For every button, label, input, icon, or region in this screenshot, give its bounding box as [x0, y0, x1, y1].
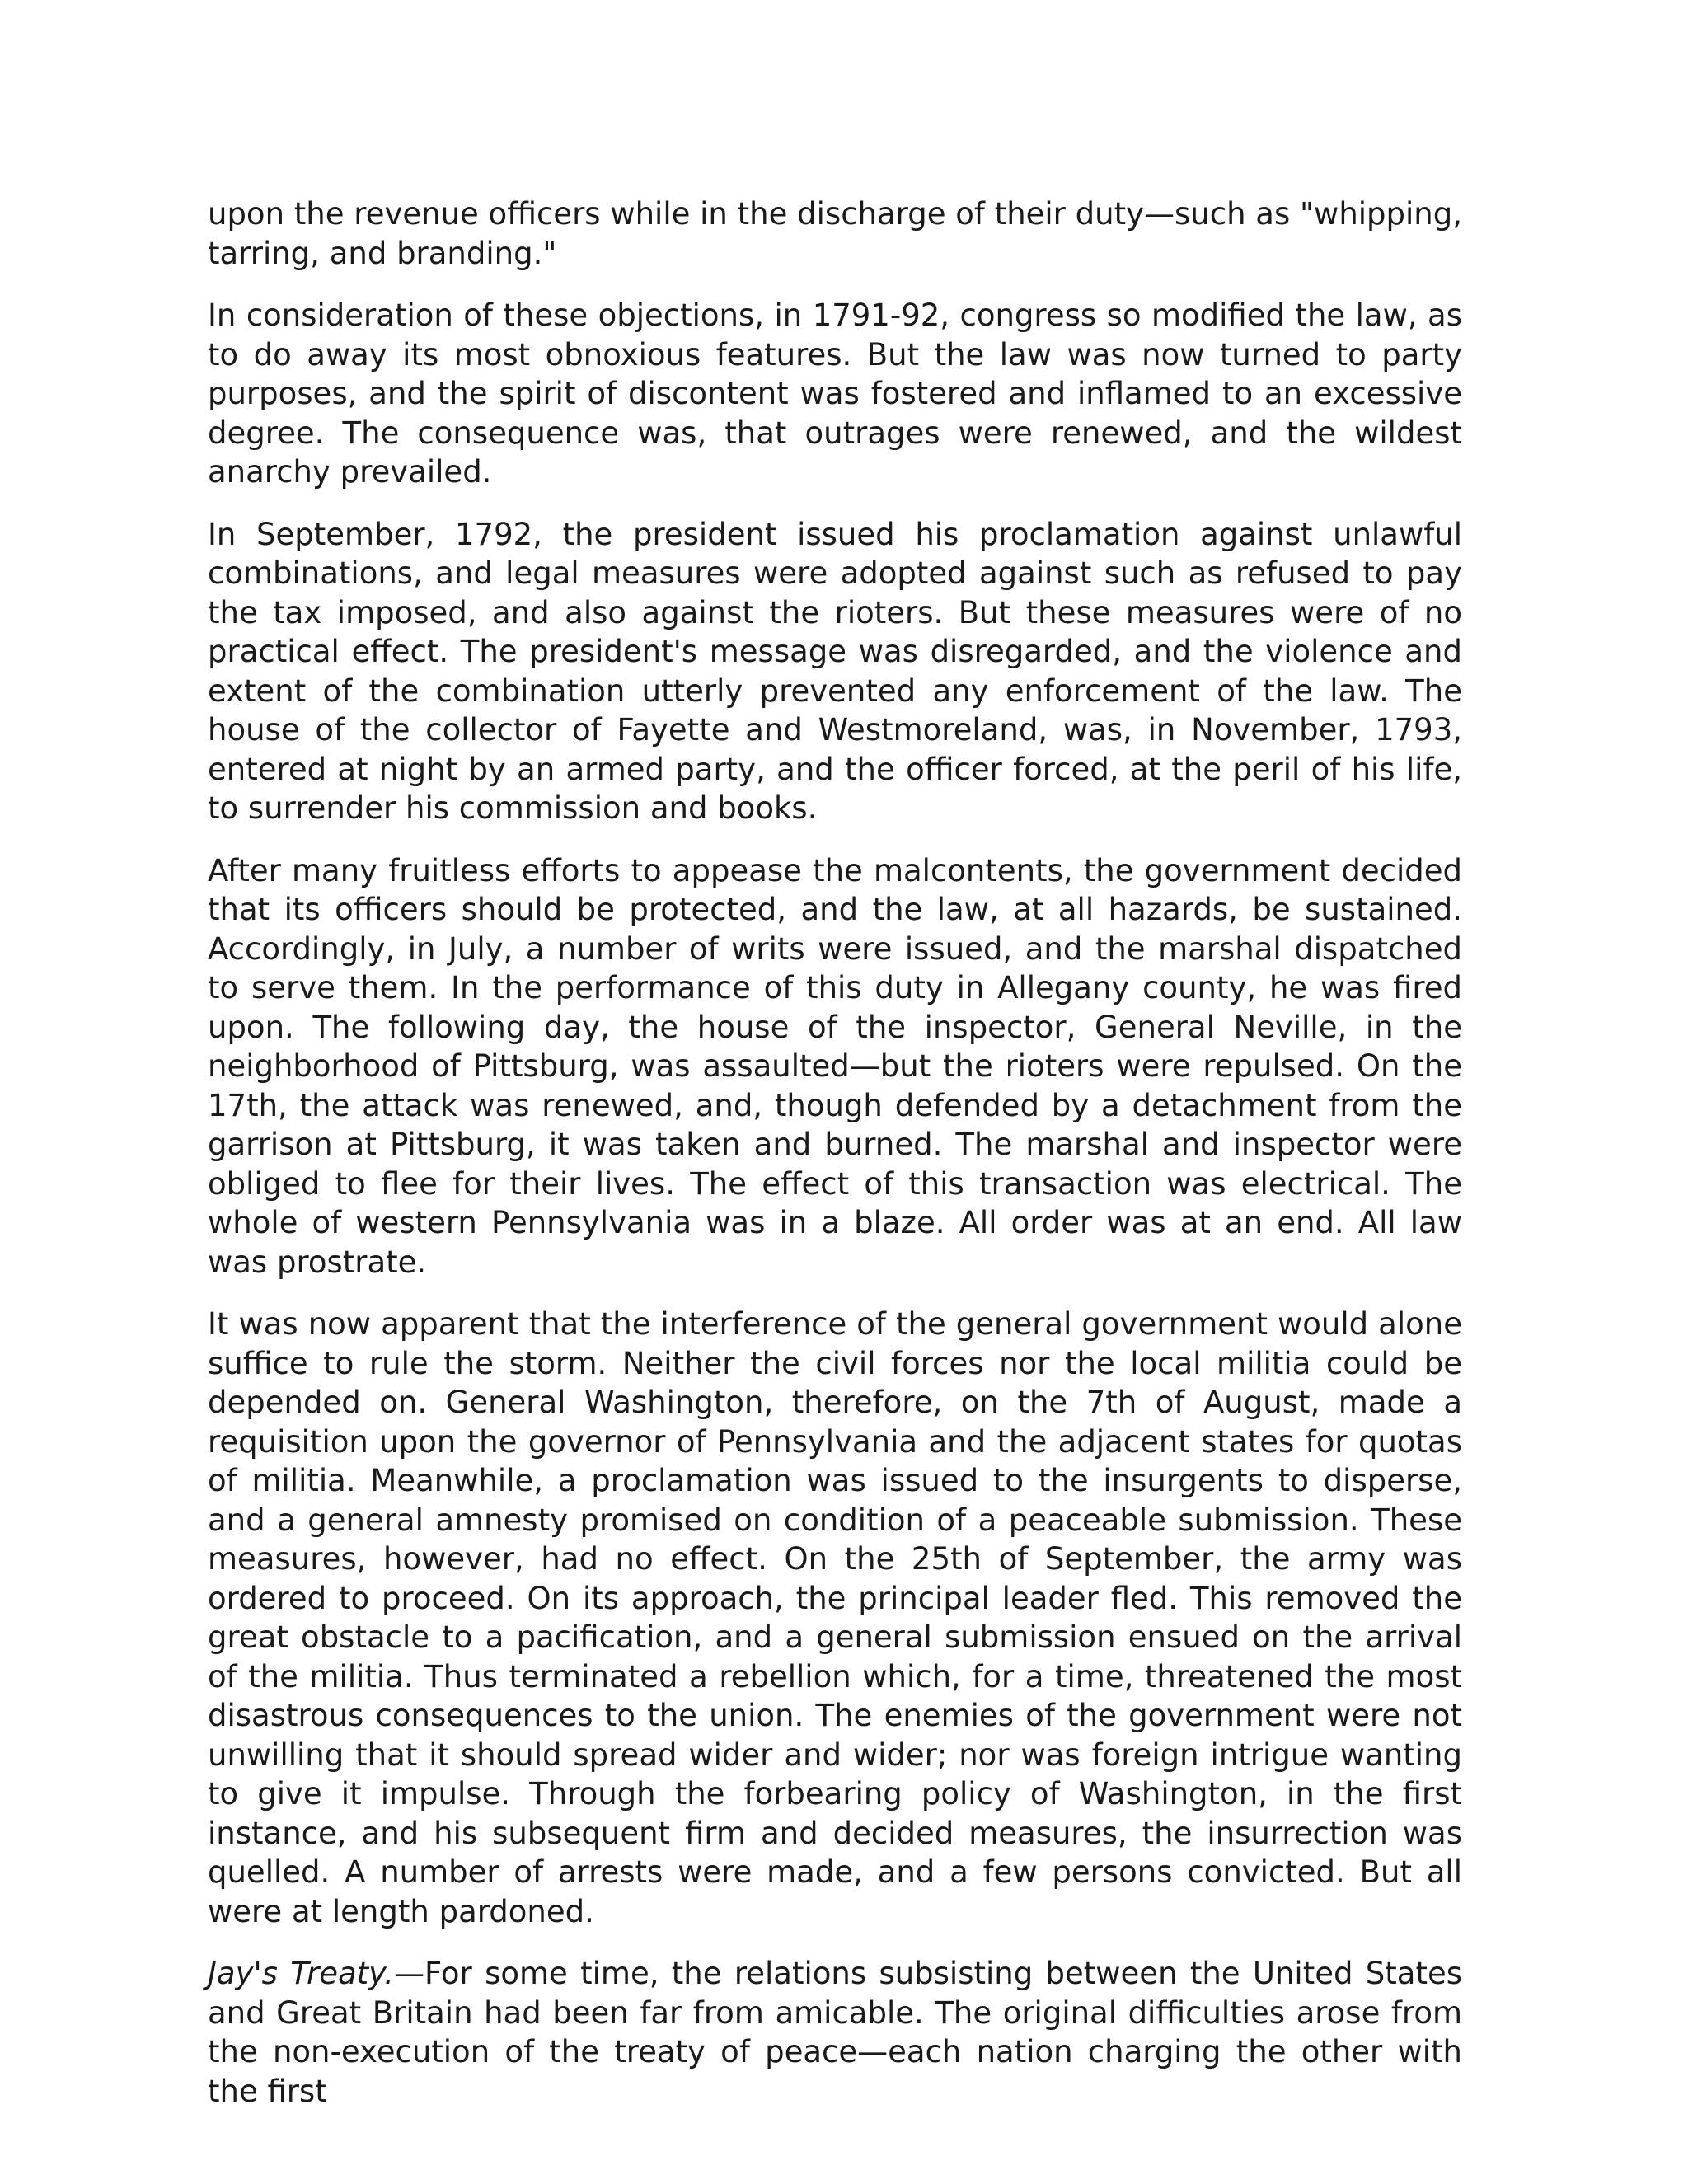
paragraph-jays-treaty — [208, 1954, 1462, 2111]
paragraph-text: After many fruitless efforts to appease the malcontents, the government decided that its officers should be protected, and the law, at all hazards, be sustained. Accordingly, in July, a number of writs were issued, and the marshal dispatched to serve them. In the performance of this duty in Allegany county, he was fired upon. The following day, the house of the inspector, General Neville, in the neighborhood of Pittsburg, was assaulted—but the rioters were repulsed. On the 17th, the attack was renewed, and, though defended by a detachment from the garrison at Pittsburg, it was taken and burned. The marshal and inspector were obliged to flee for their lives. The effect of this transaction was electrical. The whole of western Pennsylvania was in a blaze. All order was at an end. All law was prostrate. — [208, 852, 1462, 1280]
document-page — [208, 194, 1462, 2134]
paragraph-text: upon the revenue officers while in the discharge of their duty—such as "whipping, tarring, and branding." — [208, 196, 1462, 271]
paragraph-text: —For some time, the relations subsisting between the United States and Great Britain had been far from amicable. The original difficulties arose from the non-execution of the treaty of peace—each nation charging the other with the first — [208, 1956, 1462, 2109]
paragraph-text: In consideration of these objections, in 1791-92, congress so modified the law, as to do away its most obnoxious features. But the law was now turned to party purposes, and the spirit of discontent was fostered and inflamed to an excessive degree. The consequence was, that outrages were renewed, and the wildest anarchy prevailed. — [208, 298, 1462, 490]
paragraph-proclamation-1792 — [208, 515, 1462, 828]
paragraph-text: In September, 1792, the president issued his proclamation against unlawful combinations, and legal measures were adopted against such as refused to pay the tax imposed, and also against the rioters. But these measures were of no practical effect. The president's message was disregarded, and the violence and extent of the combination utterly prevented any enforcement of the law. The house of the collector of Fayette and Westmoreland, was, in November, 1793, entered at night by an armed party, and the officer forced, at the peril of his life, to surrender his commission and books. — [208, 516, 1462, 826]
paragraph-law-modified — [208, 296, 1462, 492]
paragraph-writs-issued — [208, 851, 1462, 1282]
paragraph-government-interference — [208, 1305, 1462, 1931]
paragraph-text: It was now apparent that the interference of the general government would alone suffice to rule the storm. Neither the civil forces nor the local militia could be depended on. General Washington, therefore, on the 7th of August, made a requisition upon the governor of Pennsylvania and the adjacent states for quotas of militia. Meanwhile, a proclamation was issued to the insurgents to disperse, and a general amnesty promised on condition of a peaceable submission. These measures, however, had no effect. On the 25th of September, the army was ordered to proceed. On its approach, the principal leader fled. This removed the great obstacle to a pacification, and a general submission ensued on the arrival of the militia. Thus terminated a rebellion which, for a time, threatened the most disastrous consequences to the union. The enemies of the government were not unwilling that it should spread wider and wider; nor was foreign intrigue wanting to give it impulse. Through the forbearing policy of Washington, in the first instance, and his subsequent firm and decided measures, the insurrection was quelled. A number of arrests were made, and a few persons convicted. But all were at length pardoned. — [208, 1306, 1462, 1929]
section-heading: Jay's Treaty. — [208, 1956, 394, 1991]
paragraph-revenue-officers — [208, 194, 1462, 273]
